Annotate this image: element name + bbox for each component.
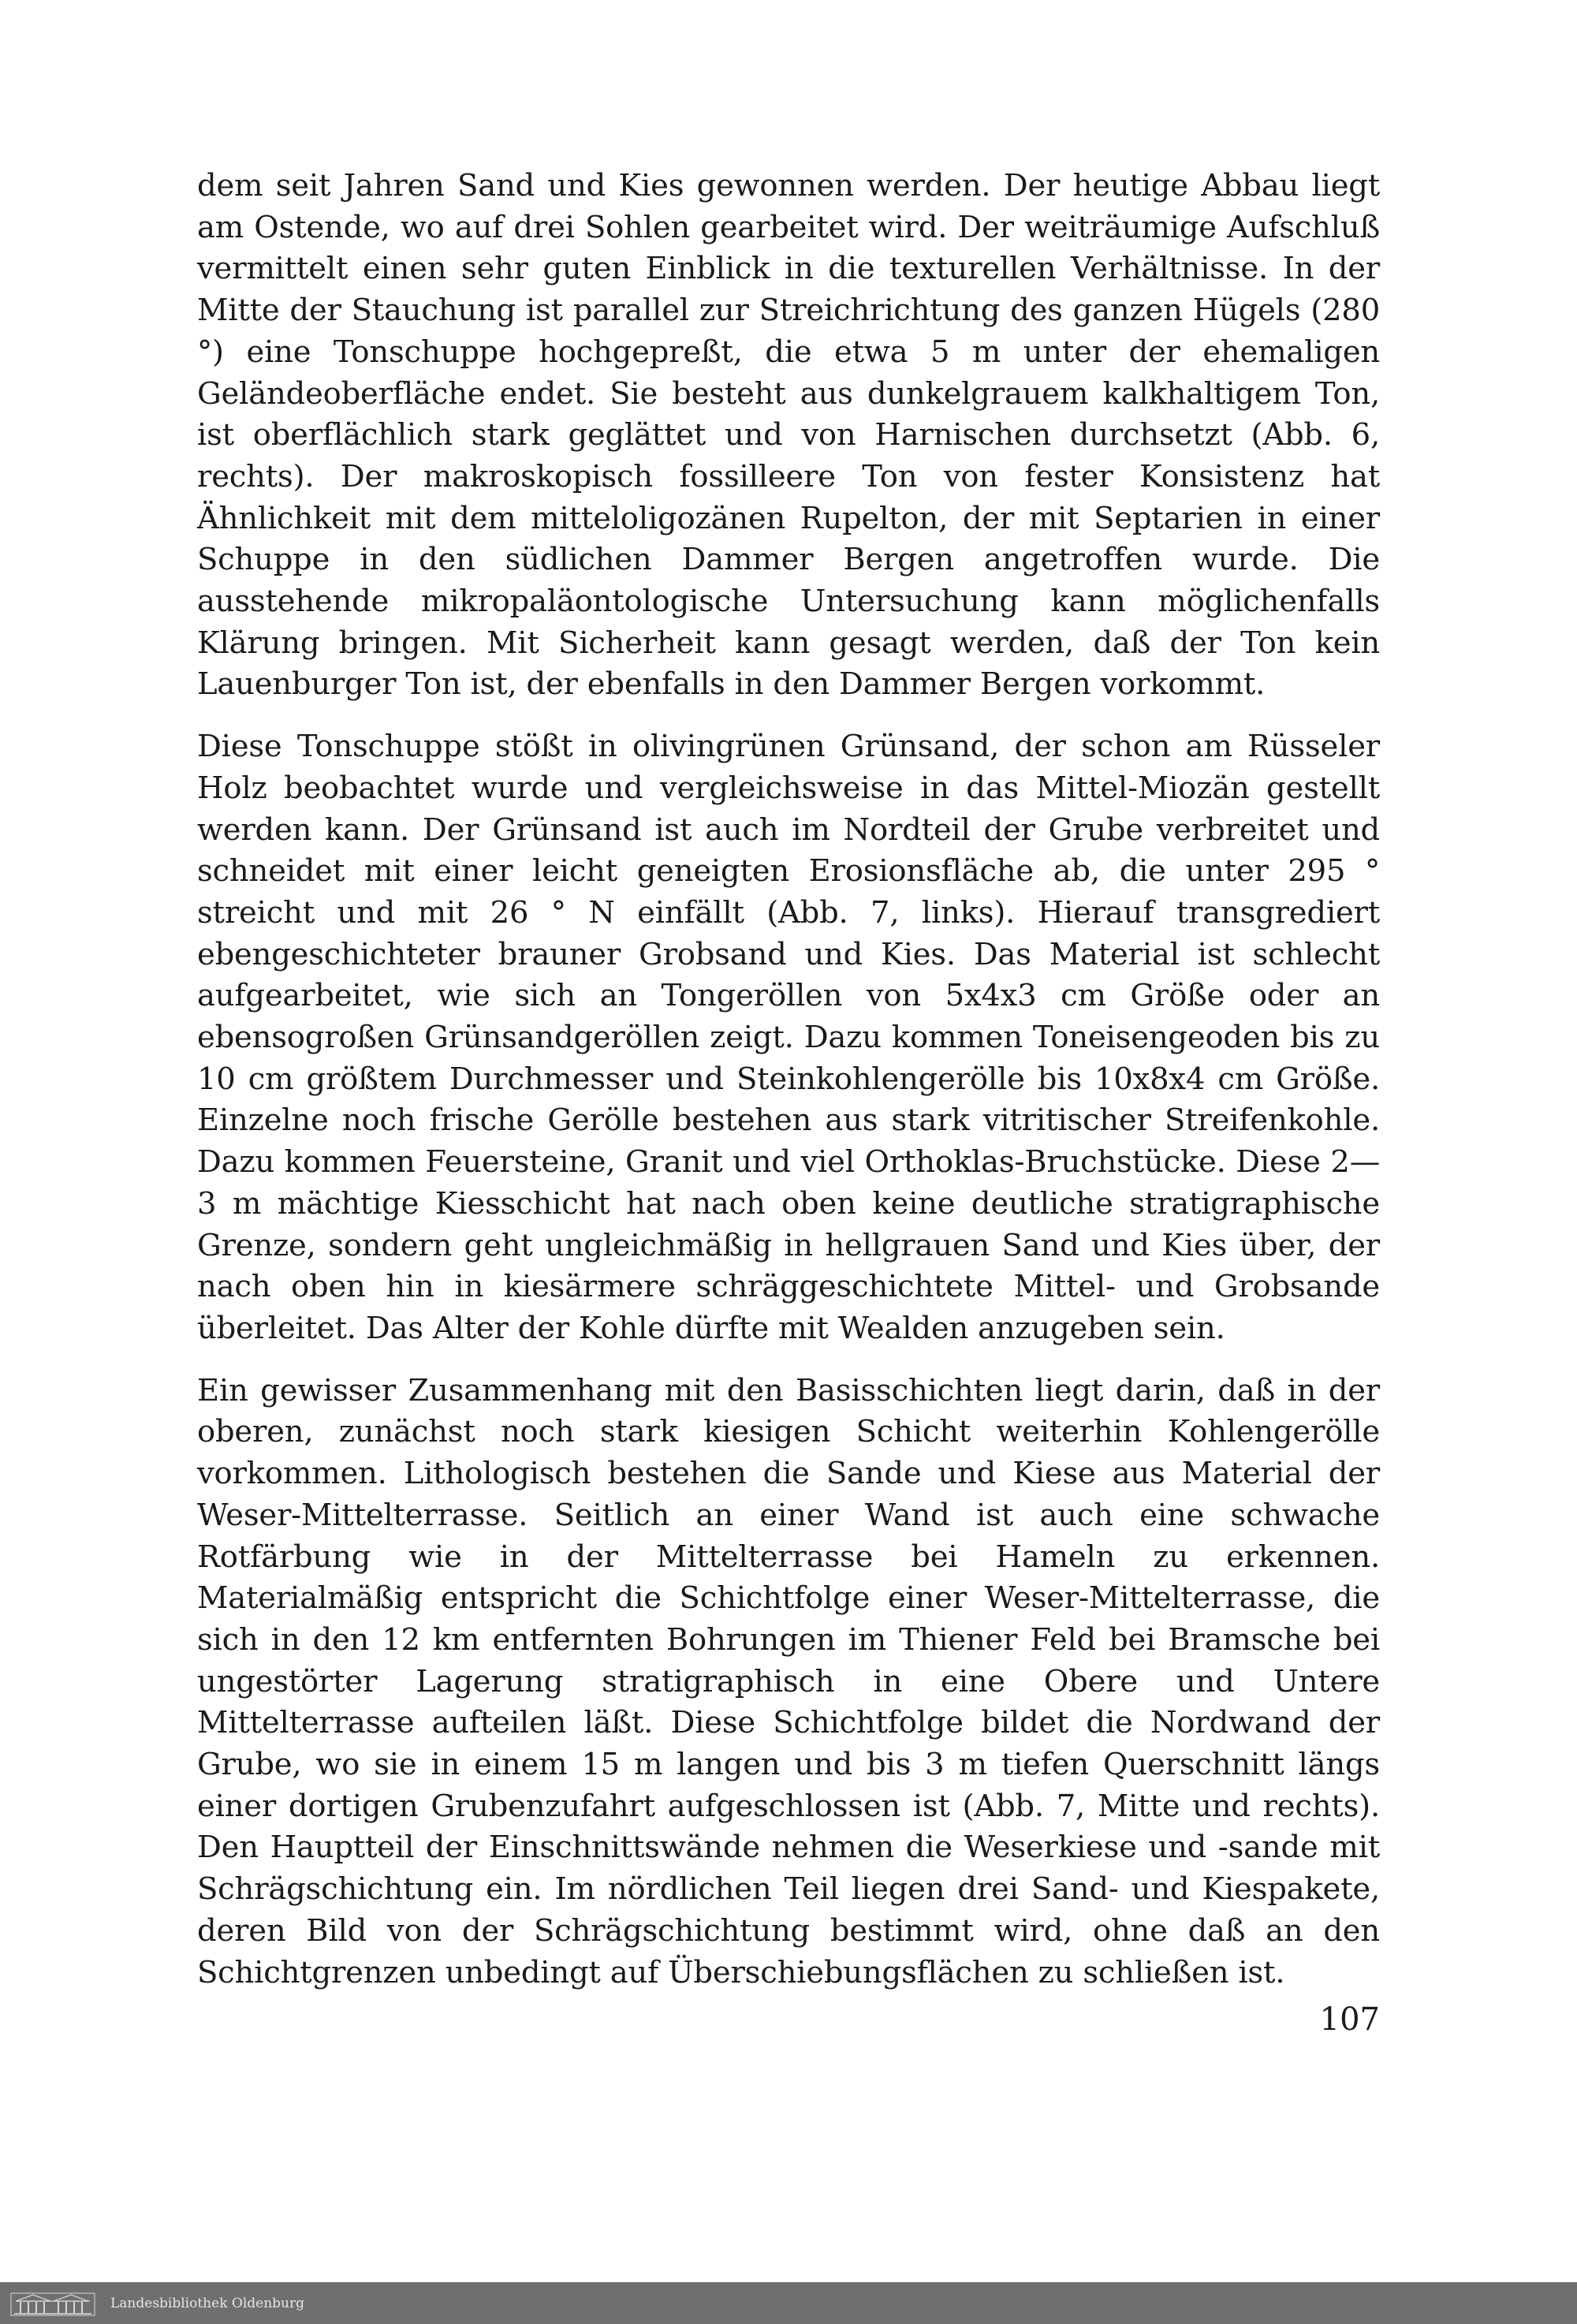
paragraph: dem seit Jahren Sand und Kies gewonnen werden. Der heutige Abbau liegt am Ostende, wo auf drei Sohlen gearbeitet wird. Der weiträumige Aufschluß vermittelt einen sehr guten Einblick in die texturellen Verhältnisse. In der Mitte der Stauchung ist parallel zur Streichrichtung des ganzen Hügels (280 °) eine Tonschuppe hochgepreßt, die etwa 5 m unter der ehemaligen Geländeoberfläche endet. Sie besteht aus dunkelgrauem kalkhaltigem Ton, ist oberflächlich stark geglättet und von Harnischen durchsetzt (Abb. 6, rechts). Der makroskopisch fossilleere Ton von fester Konsistenz hat Ähnlichkeit mit dem mitteloligozänen Rupelton, der mit Septarien in einer Schuppe in den südlichen Dammer Bergen angetroffen wurde. Die ausstehende mikropaläontologische Untersuchung kann möglichenfalls Klärung bringen. Mit Sicherheit kann gesagt werden, daß der Ton kein Lauenburger Ton ist, der ebenfalls in den Dammer Bergen vorkommt. xyxy=(197,168,1380,703)
paragraph: Diese Tonschuppe stößt in olivingrünen Grünsand, der schon am Rüsseler Holz beobachtet wurde und vergleichsweise in das Mittel-Miozän gestellt werden kann. Der Grünsand ist auch im Nordteil der Grube verbreitet und schneidet mit einer leicht geneigten Erosionsfläche ab, die unter 295 ° streicht und mit 26 ° N einfällt (Abb. 7, links). Hierauf transgrediert ebengeschichteter brauner Grobsand und Kies. Das Material ist schlecht aufgearbeitet, wie sich an Tongeröllen von 5x4x3 cm Größe oder an ebensogroßen Grünsandgeröllen zeigt. Dazu kommen Toneisengeoden bis zu 10 cm größtem Durchmesser und Steinkohlengerölle bis 10x8x4 cm Größe. Einzelne noch frische Gerölle bestehen aus stark vitritischer Streifenkohle. Dazu kommen Feuersteine, Granit und viel Orthoklas-Bruchstücke. Diese 2—3 m mächtige Kiesschicht hat nach oben keine deutliche stratigraphische Grenze, sondern geht ungleichmäßig in hellgrauen Sand und Kies über, der nach oben hin in kiesärmere schräggeschichtete Mittel- und Grobsande überleitet. Das Alter der Kohle dürfte mit Wealden anzugeben sein. xyxy=(197,729,1380,1346)
library-building-icon xyxy=(9,2290,96,2317)
library-footer-bar xyxy=(0,2282,1577,2324)
page-number: 107 xyxy=(1319,2001,1380,2038)
library-name: Landesbibliothek Oldenburg xyxy=(110,2295,305,2311)
page-body xyxy=(197,166,1380,1994)
paragraph: Ein gewisser Zusammenhang mit den Basisschichten liegt darin, daß in der oberen, zunächst noch stark kiesigen Schicht weiterhin Kohlengerölle vorkommen. Lithologisch bestehen die Sande und Kiese aus Material der Weser-Mittelterrasse. Seitlich an einer Wand ist auch eine schwache Rotfärbung wie in der Mittelterrasse bei Hameln zu erkennen. Materialmäßig entspricht die Schichtfolge einer Weser-Mittelterrasse, die sich in den 12 km entfernten Bohrungen im Thiener Feld bei Bramsche bei ungestörter Lagerung stratigraphisch in eine Obere und Untere Mittelterrasse aufteilen läßt. Diese Schichtfolge bildet die Nordwand der Grube, wo sie in einem 15 m langen und bis 3 m tiefen Querschnitt längs einer dortigen Grubenzufahrt aufgeschlossen ist (Abb. 7, Mitte und rechts). Den Hauptteil der Einschnittswände nehmen die Weserkiese und -sande mit Schrägschichtung ein. Im nördlichen Teil liegen drei Sand- und Kiespakete, deren Bild von der Schrägschichtung bestimmt wird, ohne daß an den Schichtgrenzen unbedingt auf Überschiebungsflächen zu schließen ist. xyxy=(197,1372,1380,1990)
